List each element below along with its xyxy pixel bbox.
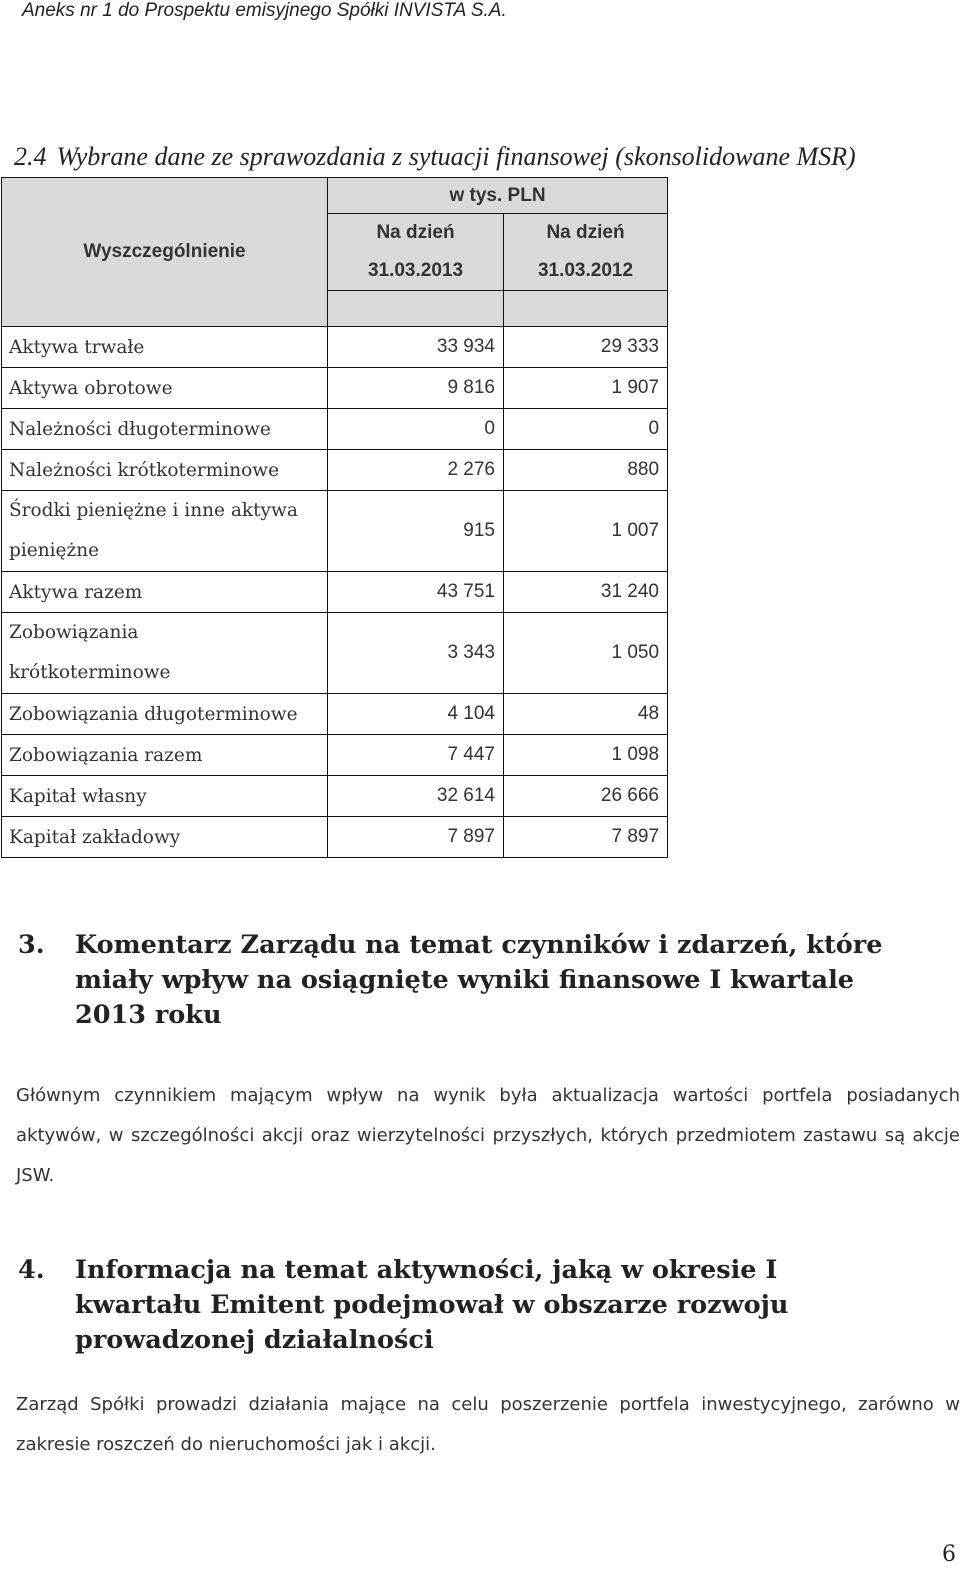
header-spacer-2013	[328, 291, 504, 327]
row-label: Środki pieniężne i inne aktywa pieniężne	[2, 491, 328, 572]
row-value-2012: 26 666	[504, 776, 668, 817]
section-number: 4.	[18, 1255, 45, 1285]
column-header-description: Wyszczególnienie	[2, 178, 328, 327]
row-label: Należności krótkoterminowe	[2, 450, 328, 491]
section-4-paragraph: Zarząd Spółki prowadzi działania mające na celu poszerzenie portfela inwestycyjnego, zarówno w zakresie roszczeń do nieruchomości jak i akcji.	[16, 1394, 960, 1455]
row-label: Należności długoterminowe	[2, 409, 328, 450]
row-value-2012: 1 050	[504, 613, 668, 694]
table-row	[2, 450, 668, 491]
row-label: Aktywa razem	[2, 572, 328, 613]
table-row	[2, 735, 668, 776]
row-value-2013: 915	[328, 491, 504, 572]
financial-data-table	[1, 177, 668, 858]
section-4-heading	[18, 1253, 905, 1358]
row-value-2012: 1 098	[504, 735, 668, 776]
row-value-2013: 9 816	[328, 368, 504, 409]
table-row	[2, 776, 668, 817]
section-title-text: Informacja na temat aktywności, jaką w okresie I kwartału Emitent podejmował w obszarze rozwoju prowadzonej działalności	[75, 1255, 789, 1355]
document-header: Aneks nr 1 do Prospektu emisyjnego Spółki INVISTA S.A.	[22, 0, 507, 21]
row-value-2013: 0	[328, 409, 504, 450]
row-value-2012: 1 907	[504, 368, 668, 409]
row-value-2012: 29 333	[504, 327, 668, 368]
row-value-2013: 4 104	[328, 694, 504, 735]
row-label: Zobowiązania krótkoterminowe	[2, 613, 328, 694]
header-spacer-2012	[504, 291, 668, 327]
section-title-text: Wybrane dane ze sprawozdania z sytuacji finansowej (skonsolidowane MSR)	[56, 142, 856, 171]
row-value-2013: 33 934	[328, 327, 504, 368]
row-value-2012: 31 240	[504, 572, 668, 613]
section-number: 3.	[18, 930, 45, 960]
row-value-2012: 7 897	[504, 817, 668, 858]
row-value-2013: 7 447	[328, 735, 504, 776]
row-value-2012: 880	[504, 450, 668, 491]
row-label: Zobowiązania długoterminowe	[2, 694, 328, 735]
unit-header: w tys. PLN	[328, 178, 668, 214]
row-value-2012: 0	[504, 409, 668, 450]
table-row	[2, 817, 668, 858]
table-row	[2, 491, 668, 572]
table-row	[2, 694, 668, 735]
row-value-2013: 3 343	[328, 613, 504, 694]
row-value-2013: 43 751	[328, 572, 504, 613]
section-2-4-title	[14, 142, 856, 172]
table-row	[2, 368, 668, 409]
column-header-2012: Na dzień 31.03.2012	[504, 214, 668, 291]
table-row	[2, 572, 668, 613]
row-label: Aktywa trwałe	[2, 327, 328, 368]
row-value-2013: 2 276	[328, 450, 504, 491]
row-value-2013: 7 897	[328, 817, 504, 858]
section-3-paragraph: Głównym czynnikiem mającym wpływ na wynik była aktualizacja wartości portfela posiadanych aktywów, w szczególności akcji oraz wierzytelności przyszłych, których przedmiotem zastawu są akcje JSW.	[16, 1085, 960, 1186]
row-label: Aktywa obrotowe	[2, 368, 328, 409]
row-label: Kapitał własny	[2, 776, 328, 817]
row-value-2012: 1 007	[504, 491, 668, 572]
table-row	[2, 613, 668, 694]
table-row	[2, 409, 668, 450]
row-value-2012: 48	[504, 694, 668, 735]
section-title-text: Komentarz Zarządu na temat czynników i zdarzeń, które miały wpływ na osiągnięte wyniki finansowe I kwartale 2013 roku	[75, 930, 883, 1030]
row-label: Kapitał zakładowy	[2, 817, 328, 858]
section-3-heading	[18, 928, 905, 1033]
column-header-2013: Na dzień 31.03.2013	[328, 214, 504, 291]
page-number: 6	[942, 1542, 956, 1567]
table-row	[2, 327, 668, 368]
row-value-2013: 32 614	[328, 776, 504, 817]
row-label: Zobowiązania razem	[2, 735, 328, 776]
section-number: 2.4	[14, 142, 47, 171]
